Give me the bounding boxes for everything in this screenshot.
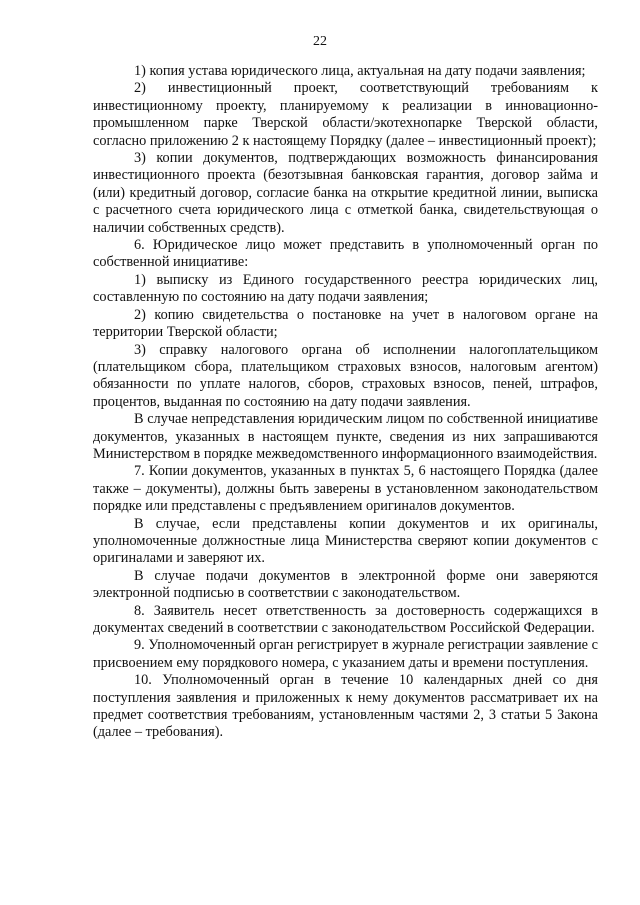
document-body [93, 63, 598, 742]
paragraph-section-9: 9. Уполномоченный орган регистрирует в журнале регистрации заявление с присвоением ему порядкового номера, с указанием даты и времени поступления. [93, 637, 598, 671]
paragraph-item-1-charter: 1) копия устава юридического лица, актуальная на дату подачи заявления; [134, 63, 586, 79]
paragraph-section-10: 10. Уполномоченный орган в течение 10 календарных дней со дня поступления заявления и приложенных к нему документов рассматривает их на предмет соответствия требованиям, установленным частями 2, 3 статьи 5 Закона (далее – требования). [93, 672, 598, 741]
paragraph-copies-verification: В случае, если представлены копии документов и их оригиналы, уполномоченные должностные лица Министерства сверяют копии документов с оригиналами и заверяют их. [93, 515, 598, 567]
paragraph-item-3-financing-docs: 3) копии документов, подтверждающих возможность финансирования инвестиционного проекта (безотзывная банковская гарантия, договор займа и (или) кредитный договор, согласие банка на открытие кредитной линии, выписка с расчетного счета юридического лица с отметкой банка, свидетельствующая о наличии собственных средств). [93, 150, 598, 236]
paragraph-section-6: 6. Юридическое лицо может представить в уполномоченный орган по собственной инициативе: [93, 237, 598, 271]
page-number: 22 [313, 34, 327, 49]
paragraph-electronic-signature: В случае подачи документов в электронной форме они заверяются электронной подписью в соответствии с законодательством. [93, 567, 598, 602]
paragraph-item-2-tax-registration: 2) копию свидетельства о постановке на учет в налоговом органе на территории Тверской области; [93, 306, 598, 341]
paragraph-interagency-request: В случае непредставления юридическим лицом по собственной инициативе документов, указанных в настоящем пункте, сведения из них запрашиваются Министерством в порядке межведомственного информационного взаимодействия. [93, 411, 598, 462]
paragraph-section-7: 7. Копии документов, указанных в пунктах 5, 6 настоящего Порядка (далее также – документы), должны быть заверены в установленном законодательством порядке или представлены с предъявлением оригиналов документов. [93, 463, 598, 515]
paragraph-item-1-registry-extract: 1) выписку из Единого государственного реестра юридических лиц, составленную по состоянию на дату подачи заявления; [93, 271, 598, 306]
paragraph-section-8: 8. Заявитель несет ответственность за достоверность содержащихся в документах сведений в соответствии с законодательством Российской Федерации. [93, 602, 598, 636]
paragraph-item-3-tax-certificate: 3) справку налогового органа об исполнении налогоплательщиком (плательщиком сбора, плательщиком страховых взносов, налоговым агентом) обязанности по уплате налогов, сборов, страховых взносов, пеней, штрафов, процентов, выданная по состоянию на дату подачи заявления. [93, 341, 598, 410]
paragraph-item-2-investment-project: 2) инвестиционный проект, соответствующий требованиям к инвестиционному проекту, планируемому к реализации в инновационно-промышленном парке Тверской области/экотехнопарке Тверской области, согласно приложению 2 к настоящему Порядку (далее – инвестиционный проект); [93, 80, 598, 149]
